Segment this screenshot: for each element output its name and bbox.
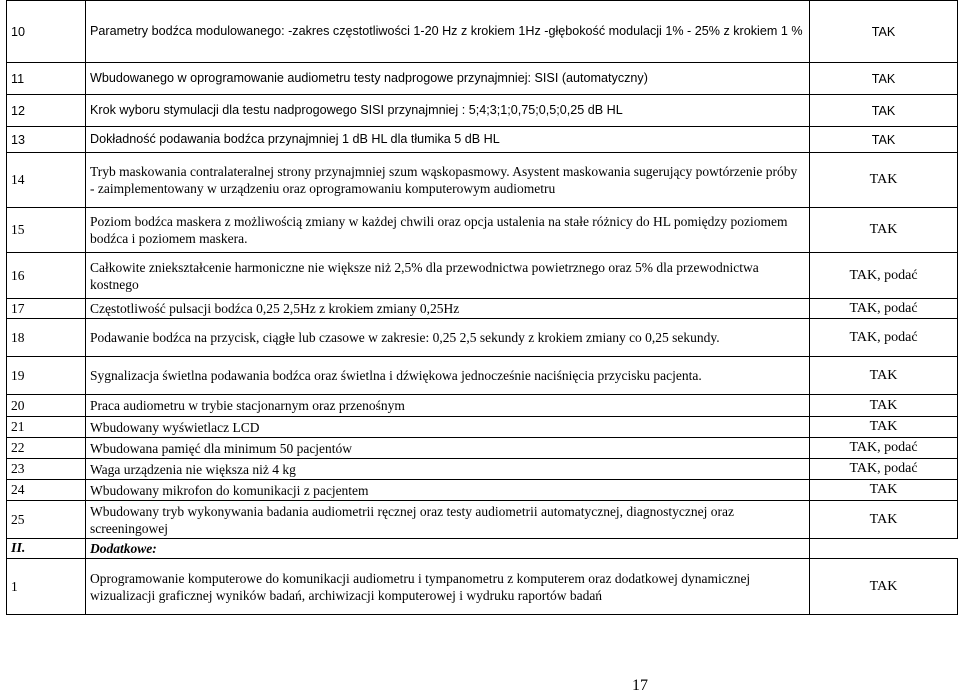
row-description: Wbudowany mikrofon do komunikacji z pacjentem	[86, 480, 810, 501]
row-description: Wbudowany tryb wykonywania badania audiometrii ręcznej oraz testy audiometrii automatycznej, diagnostycznej oraz screeningowej	[86, 501, 810, 539]
row-value: TAK	[810, 95, 958, 127]
row-number: 14	[7, 153, 86, 208]
row-value: TAK	[810, 357, 958, 395]
row-number: 17	[7, 299, 86, 319]
table-row	[7, 127, 958, 153]
row-value: TAK	[810, 127, 958, 153]
row-description: Podawanie bodźca na przycisk, ciągłe lub czasowe w zakresie: 0,25 2,5 sekundy z krokiem zmiany co 0,25 sekundy.	[86, 319, 810, 357]
row-number: 24	[7, 480, 86, 501]
row-description: Sygnalizacja świetlna podawania bodźca oraz świetlna i dźwiękowa jednocześnie naciśnięcia przycisku pacjenta.	[86, 357, 810, 395]
row-value: TAK, podać	[810, 438, 958, 459]
table-row	[7, 253, 958, 299]
table-row	[7, 417, 958, 438]
row-description: Poziom bodźca maskera z możliwością zmiany w każdej chwili oraz opcja ustalenia na stałe różnicy do HL pomiędzy poziomem bodźca i poziomem maskera.	[86, 208, 810, 253]
table-row	[7, 1, 958, 63]
row-description: Tryb maskowania contralateralnej strony przynajmniej szum wąskopasmowy. Asystent maskowania sugerujący powtórzenie próby - zaimplementowany w urządzeniu oraz oprogramowaniu komputerowym audiometru	[86, 153, 810, 208]
row-value: TAK, podać	[810, 319, 958, 357]
row-description: Parametry bodźca modulowanego: -zakres częstotliwości 1-20 Hz z krokiem 1Hz -głębokość modulacji 1% - 25% z krokiem 1 %	[86, 1, 810, 63]
section-number: II.	[7, 539, 86, 559]
row-number: 22	[7, 438, 86, 459]
row-description: Krok wyboru stymulacji dla testu nadprogowego SISI przynajmniej : 5;4;3;1;0,75;0,5;0,25 dB HL	[86, 95, 810, 127]
row-description: Oprogramowanie komputerowe do komunikacji audiometru i tympanometru z komputerem oraz dodatkowej dynamicznej wizualizacji graficznej wyników badań, archiwizacji komputerowej i wydruku raportów badań	[86, 559, 810, 615]
row-number: 25	[7, 501, 86, 539]
table-row	[7, 395, 958, 417]
section-title: Dodatkowe:	[86, 539, 810, 559]
table-row	[7, 480, 958, 501]
row-value: TAK, podać	[810, 299, 958, 319]
row-number: 23	[7, 459, 86, 480]
row-value: TAK	[810, 208, 958, 253]
row-value	[810, 539, 958, 559]
row-value: TAK	[810, 480, 958, 501]
table-row	[7, 357, 958, 395]
row-value: TAK	[810, 417, 958, 438]
section-header-row	[7, 539, 958, 559]
table-row	[7, 501, 958, 539]
row-number: 18	[7, 319, 86, 357]
row-value: TAK	[810, 1, 958, 63]
row-value: TAK	[810, 559, 958, 615]
row-description: Wbudowana pamięć dla minimum 50 pacjentów	[86, 438, 810, 459]
row-description: Częstotliwość pulsacji bodźca 0,25 2,5Hz z krokiem zmiany 0,25Hz	[86, 299, 810, 319]
row-description: Wbudowany wyświetlacz LCD	[86, 417, 810, 438]
row-number: 19	[7, 357, 86, 395]
table-row	[7, 208, 958, 253]
row-number: 12	[7, 95, 86, 127]
row-description: Dokładność podawania bodźca przynajmniej 1 dB HL dla tłumika 5 dB HL	[86, 127, 810, 153]
row-value: TAK	[810, 501, 958, 539]
row-description: Wbudowanego w oprogramowanie audiometru testy nadprogowe przynajmniej: SISI (automatyczny)	[86, 63, 810, 95]
table-row	[7, 63, 958, 95]
row-number: 11	[7, 63, 86, 95]
row-number: 13	[7, 127, 86, 153]
row-number: 15	[7, 208, 86, 253]
row-description: Praca audiometru w trybie stacjonarnym oraz przenośnym	[86, 395, 810, 417]
table-row	[7, 319, 958, 357]
table-row	[7, 153, 958, 208]
row-description: Waga urządzenia nie większa niż 4 kg	[86, 459, 810, 480]
table-row	[7, 559, 958, 615]
row-value: TAK, podać	[810, 253, 958, 299]
row-description: Całkowite zniekształcenie harmoniczne nie większe niż 2,5% dla przewodnictwa powietrznego oraz 5% dla przewodnictwa kostnego	[86, 253, 810, 299]
row-value: TAK	[810, 395, 958, 417]
spec-table	[6, 0, 958, 615]
table-row	[7, 459, 958, 480]
row-number: 16	[7, 253, 86, 299]
row-number: 10	[7, 1, 86, 63]
table-row	[7, 95, 958, 127]
row-number: 21	[7, 417, 86, 438]
row-value: TAK, podać	[810, 459, 958, 480]
row-value: TAK	[810, 63, 958, 95]
row-value: TAK	[810, 153, 958, 208]
row-number: 20	[7, 395, 86, 417]
table-row	[7, 299, 958, 319]
table-row	[7, 438, 958, 459]
row-number: 1	[7, 559, 86, 615]
page-number: 17	[632, 677, 648, 694]
